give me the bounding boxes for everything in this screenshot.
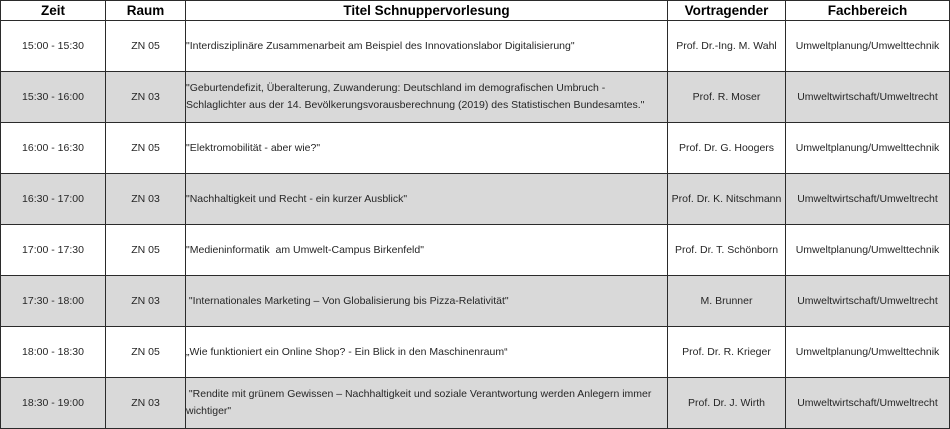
header-row: [1, 1, 950, 21]
cell-fachbereich: Umweltwirtschaft/Umweltrecht: [786, 72, 950, 123]
cell-titel: "Internationales Marketing – Von Globalisierung bis Pizza-Relativität": [186, 276, 668, 327]
cell-zeit: 18:00 - 18:30: [1, 327, 106, 378]
table-row: [1, 327, 950, 378]
cell-zeit: 17:00 - 17:30: [1, 225, 106, 276]
cell-titel: "Geburtendefizit, Überalterung, Zuwanderung: Deutschland im demografischen Umbruch - Schlaglichter aus der 14. Bevölkerungsvorausberechnung (2019) des Statistischen Bundesamtes.": [186, 72, 668, 123]
cell-raum: ZN 03: [106, 72, 186, 123]
cell-vortragender: Prof. Dr. T. Schönborn: [668, 225, 786, 276]
cell-zeit: 16:00 - 16:30: [1, 123, 106, 174]
cell-fachbereich: Umweltplanung/Umwelttechnik: [786, 327, 950, 378]
cell-zeit: 17:30 - 18:00: [1, 276, 106, 327]
cell-vortragender: Prof. Dr. J. Wirth: [668, 378, 786, 429]
header-vortragender: Vortragender: [668, 1, 786, 21]
cell-raum: ZN 03: [106, 276, 186, 327]
cell-vortragender: Prof. Dr. K. Nitschmann: [668, 174, 786, 225]
cell-raum: ZN 05: [106, 225, 186, 276]
cell-fachbereich: Umweltwirtschaft/Umweltrecht: [786, 174, 950, 225]
cell-vortragender: Prof. Dr. R. Krieger: [668, 327, 786, 378]
cell-raum: ZN 05: [106, 123, 186, 174]
cell-zeit: 15:30 - 16:00: [1, 72, 106, 123]
cell-zeit: 18:30 - 19:00: [1, 378, 106, 429]
cell-fachbereich: Umweltwirtschaft/Umweltrecht: [786, 378, 950, 429]
cell-titel: "Elektromobilität - aber wie?": [186, 123, 668, 174]
table-row: [1, 276, 950, 327]
cell-fachbereich: Umweltplanung/Umwelttechnik: [786, 225, 950, 276]
cell-fachbereich: Umweltplanung/Umwelttechnik: [786, 123, 950, 174]
cell-titel: "Medieninformatik am Umwelt-Campus Birkenfeld": [186, 225, 668, 276]
header-titel: Titel Schnuppervorlesung: [186, 1, 668, 21]
header-raum: Raum: [106, 1, 186, 21]
cell-raum: ZN 05: [106, 327, 186, 378]
cell-titel: "Nachhaltigkeit und Recht - ein kurzer Ausblick": [186, 174, 668, 225]
cell-vortragender: Prof. Dr.-Ing. M. Wahl: [668, 21, 786, 72]
cell-raum: ZN 05: [106, 21, 186, 72]
table-row: [1, 378, 950, 429]
cell-titel: "Interdisziplinäre Zusammenarbeit am Beispiel des Innovationslabor Digitalisierung": [186, 21, 668, 72]
table-row: [1, 123, 950, 174]
cell-zeit: 16:30 - 17:00: [1, 174, 106, 225]
cell-zeit: 15:00 - 15:30: [1, 21, 106, 72]
cell-titel: "Rendite mit grünem Gewissen – Nachhaltigkeit und soziale Verantwortung werden Anlegern immer wichtiger": [186, 378, 668, 429]
table-row: [1, 225, 950, 276]
table-row: [1, 21, 950, 72]
cell-fachbereich: Umweltplanung/Umwelttechnik: [786, 21, 950, 72]
cell-vortragender: Prof. R. Moser: [668, 72, 786, 123]
cell-titel: „Wie funktioniert ein Online Shop? - Ein Blick in den Maschinenraum“: [186, 327, 668, 378]
header-fachbereich: Fachbereich: [786, 1, 950, 21]
table-row: [1, 174, 950, 225]
cell-fachbereich: Umweltwirtschaft/Umweltrecht: [786, 276, 950, 327]
table-row: [1, 72, 950, 123]
cell-raum: ZN 03: [106, 378, 186, 429]
cell-vortragender: M. Brunner: [668, 276, 786, 327]
cell-vortragender: Prof. Dr. G. Hoogers: [668, 123, 786, 174]
header-zeit: Zeit: [1, 1, 106, 21]
cell-raum: ZN 03: [106, 174, 186, 225]
